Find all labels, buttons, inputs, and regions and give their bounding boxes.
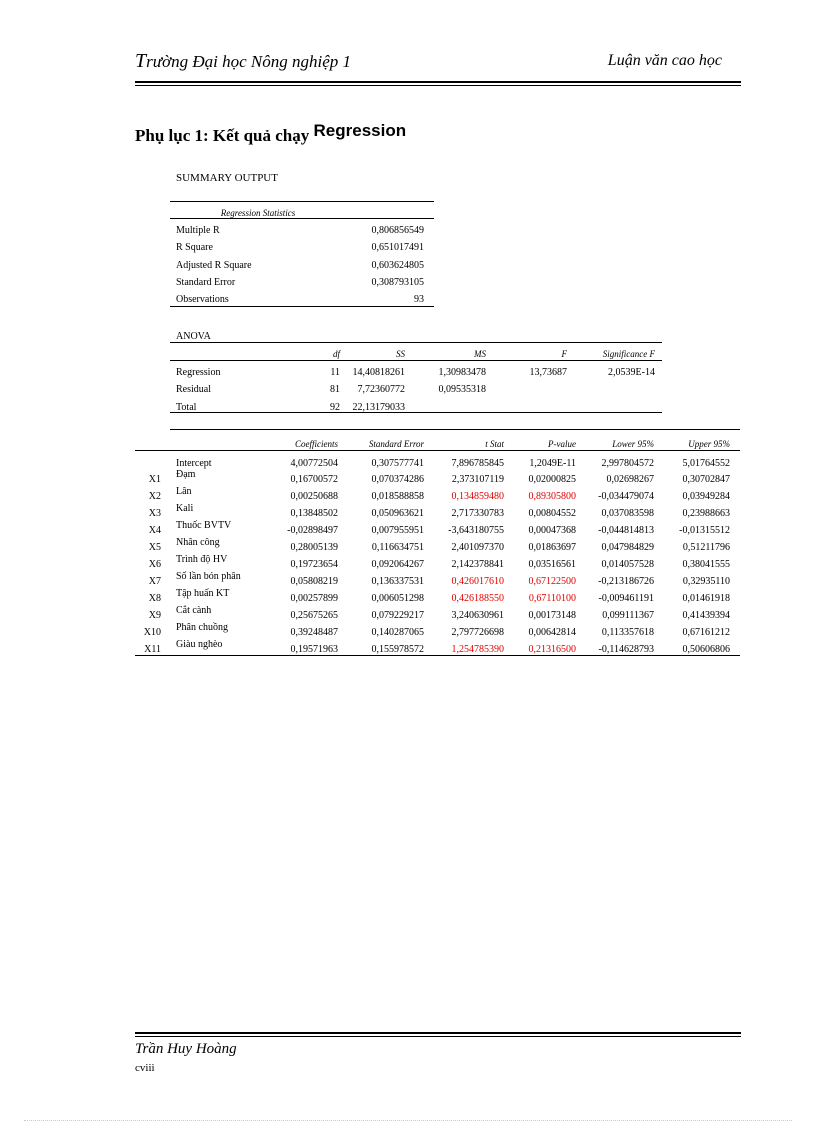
coef-cell: 0,007955951: [371, 525, 424, 536]
coef-cell: 0,51211796: [682, 542, 730, 553]
coef-cell: 5,01764552: [682, 458, 730, 469]
coef-variable-code: X4: [148, 525, 161, 536]
coef-variable-code: X11: [144, 644, 161, 655]
coef-cell: 0,155978572: [371, 644, 424, 655]
coef-variable-label: Đạm: [176, 469, 196, 480]
anova-cell: 0,09535318: [438, 384, 486, 395]
anova-column-header: Significance F: [602, 349, 655, 359]
coef-cell: 0,018588858: [371, 491, 424, 502]
coef-cell: 0,00804552: [528, 508, 576, 519]
coef-column-header: Lower 95%: [612, 439, 654, 449]
coef-cell: 0,047984829: [601, 542, 654, 553]
coef-variable-code: X10: [143, 627, 161, 638]
coef-cell: 0,307577741: [371, 458, 424, 469]
coef-cell: -0,009461191: [598, 593, 654, 604]
anova-rule-mid: [170, 360, 662, 361]
coef-cell: -0,02898497: [287, 525, 338, 536]
regstats-value: 0,651017491: [371, 242, 424, 253]
footer-rule-thin: [135, 1036, 741, 1037]
page-edge-dotted: [24, 1120, 792, 1121]
coef-cell: 0,00047368: [528, 525, 576, 536]
coef-cell: 0,21316500: [528, 644, 576, 655]
regstats-label: Standard Error: [176, 277, 236, 288]
coef-cell: 0,02698267: [606, 474, 654, 485]
header-rule-thin: [135, 85, 741, 86]
anova-cell: 1,30983478: [438, 367, 486, 378]
coef-cell: 4,00772504: [290, 458, 338, 469]
anova-rule-bottom: [170, 412, 662, 413]
coef-cell: 0,38041555: [682, 559, 730, 570]
coef-cell: 2,997804572: [601, 458, 654, 469]
appendix-heading-prefix: Phụ lục 1: Kết quả chạy: [135, 126, 310, 145]
coef-cell: 0,01461918: [682, 593, 730, 604]
coef-variable-label: Thuốc BVTV: [176, 520, 232, 531]
anova-row-label: Residual: [176, 384, 211, 395]
coef-cell: 0,070374286: [371, 474, 424, 485]
coef-cell: 0,03516561: [528, 559, 576, 570]
coef-variable-label: Tập huấn KT: [176, 588, 230, 599]
anova-title: ANOVA: [176, 331, 211, 342]
coef-cell: 0,16700572: [290, 474, 338, 485]
anova-rule-top: [170, 342, 662, 343]
footer-author: Trần Huy Hoàng: [135, 1041, 237, 1057]
coef-cell: 0,079229217: [371, 610, 424, 621]
coef-cell: 0,13848502: [290, 508, 338, 519]
coef-cell: 0,41439394: [682, 610, 730, 621]
regstats-label: Multiple R: [176, 225, 220, 236]
coef-cell: -0,01315512: [679, 525, 730, 536]
coef-cell: 0,03949284: [682, 491, 730, 502]
anova-cell: 22,13179033: [352, 402, 405, 413]
coef-cell: 0,30702847: [682, 474, 730, 485]
anova-cell: 2,0539E-14: [608, 367, 655, 378]
coef-cell: 0,00257899: [290, 593, 338, 604]
appendix-heading-suffix: Regression: [313, 121, 407, 140]
coef-cell: 0,67122500: [528, 576, 576, 587]
anova-cell: 81: [330, 384, 340, 395]
summary-output-title: SUMMARY OUTPUT: [176, 172, 278, 184]
regstats-rule-mid: [170, 218, 434, 219]
coef-variable-label: Lân: [176, 486, 192, 497]
coef-variable-code: X9: [148, 610, 161, 621]
anova-column-header: SS: [396, 349, 405, 359]
coef-cell: 1,254785390: [451, 644, 504, 655]
regstats-rule-top: [170, 201, 434, 202]
footer-page-number: cviii: [135, 1062, 155, 1074]
coef-variable-label: Kali: [176, 503, 194, 514]
coef-cell: 0,32935110: [682, 576, 730, 587]
coef-variable-code: X6: [148, 559, 161, 570]
coef-variable-code: X2: [148, 491, 161, 502]
anova-cell: 11: [330, 367, 340, 378]
regstats-value: 93: [414, 294, 424, 305]
coef-cell: 0,014057528: [601, 559, 654, 570]
anova-cell: 14,40818261: [352, 367, 405, 378]
coef-cell: 0,426017610: [451, 576, 504, 587]
anova-cell: 92: [330, 402, 340, 413]
coef-cell: 3,240630961: [451, 610, 504, 621]
coef-column-header: t Stat: [485, 439, 504, 449]
anova-column-header: MS: [474, 349, 486, 359]
coef-cell: 7,896785845: [451, 458, 504, 469]
header-school-initial: T: [135, 50, 147, 72]
coef-cell: 2,797726698: [451, 627, 504, 638]
coef-cell: 0,037083598: [601, 508, 654, 519]
coef-variable-label: Giàu nghèo: [176, 639, 223, 650]
anova-column-header: F: [561, 349, 567, 359]
coef-column-header: P-value: [548, 439, 576, 449]
coef-variable-code: X5: [148, 542, 161, 553]
coef-cell: 0,02000825: [528, 474, 576, 485]
coef-cell: 0,19571963: [290, 644, 338, 655]
coef-cell: 0,00250688: [290, 491, 338, 502]
coef-cell: 0,136337531: [371, 576, 424, 587]
coef-cell: 0,099111367: [602, 610, 654, 621]
coef-cell: 2,142378841: [451, 559, 504, 570]
anova-row-label: Total: [176, 402, 197, 413]
regstats-rule-bottom: [170, 306, 434, 307]
coef-cell: 0,67161212: [682, 627, 730, 638]
coef-cell: 1,2049E-11: [529, 458, 576, 469]
regstats-value: 0,603624805: [371, 260, 424, 271]
coef-cell: 2,373107119: [451, 474, 504, 485]
header-thesis-type: Luận văn cao học: [607, 52, 722, 69]
coef-cell: 0,00173148: [528, 610, 576, 621]
coef-cell: 0,00642814: [528, 627, 576, 638]
coef-rule-bottom: [135, 655, 740, 656]
coef-column-header: Coefficients: [295, 439, 338, 449]
anova-row-label: Regression: [176, 367, 221, 378]
coef-cell: -3,643180755: [448, 525, 504, 536]
header-rule-thick: [135, 81, 741, 83]
coef-cell: 2,717330783: [451, 508, 504, 519]
coef-cell: 2,401097370: [451, 542, 504, 553]
regstats-value: 0,806856549: [371, 225, 424, 236]
coef-cell: 0,092064267: [371, 559, 424, 570]
coef-variable-label: Phân chuồng: [176, 622, 228, 633]
coef-variable-code: X1: [148, 474, 161, 485]
anova-column-header: df: [332, 349, 340, 359]
coef-rule-top: [170, 429, 740, 430]
coef-cell: 0,28005139: [290, 542, 338, 553]
appendix-heading: [135, 121, 407, 146]
coef-variable-code: X7: [148, 576, 161, 587]
anova-cell: 13,73687: [529, 367, 567, 378]
regstats-label: Observations: [176, 294, 229, 305]
coef-cell: 0,006051298: [371, 593, 424, 604]
coef-variable-label: Intercept: [176, 458, 212, 469]
coef-cell: -0,044814813: [598, 525, 654, 536]
coef-column-header: Standard Error: [368, 439, 424, 449]
coef-cell: 0,01863697: [528, 542, 576, 553]
header-school: [135, 50, 351, 73]
coef-cell: 0,050963621: [371, 508, 424, 519]
regstats-value: 0,308793105: [371, 277, 424, 288]
coef-cell: -0,213186726: [598, 576, 654, 587]
coef-cell: 0,134859480: [451, 491, 504, 502]
header-school-rest: rường Đại học Nông nghiệp 1: [146, 52, 351, 71]
coef-cell: -0,114628793: [598, 644, 654, 655]
coef-cell: 0,113357618: [601, 627, 654, 638]
coef-cell: 0,05808219: [290, 576, 338, 587]
regstats-title: Regression Statistics: [220, 208, 296, 218]
regstats-label: Adjusted R Square: [176, 260, 252, 271]
footer-rule-thick: [135, 1032, 741, 1034]
coef-cell: 0,140287065: [371, 627, 424, 638]
coef-cell: 0,426188550: [451, 593, 504, 604]
coef-cell: 0,50606806: [682, 644, 730, 655]
coef-cell: 0,19723654: [290, 559, 338, 570]
coef-cell: 0,116634751: [371, 542, 424, 553]
coef-variable-label: Nhân công: [176, 537, 220, 548]
coef-rule-mid: [135, 450, 740, 451]
coef-variable-label: Cắt cành: [176, 605, 212, 616]
regstats-label: R Square: [176, 242, 213, 253]
coef-cell: 0,23988663: [682, 508, 730, 519]
coef-variable-label: Trình độ HV: [176, 554, 228, 565]
coef-cell: 0,25675265: [290, 610, 338, 621]
coef-cell: -0,034479074: [598, 491, 654, 502]
coef-cell: 0,89305800: [528, 491, 576, 502]
coef-cell: 0,67110100: [528, 593, 576, 604]
coef-variable-code: X3: [148, 508, 161, 519]
coef-variable-code: X8: [148, 593, 161, 604]
coef-variable-label: Số lần bón phân: [176, 571, 241, 582]
coef-cell: 0,39248487: [290, 627, 338, 638]
coef-column-header: Upper 95%: [688, 439, 730, 449]
anova-cell: 7,72360772: [357, 384, 405, 395]
